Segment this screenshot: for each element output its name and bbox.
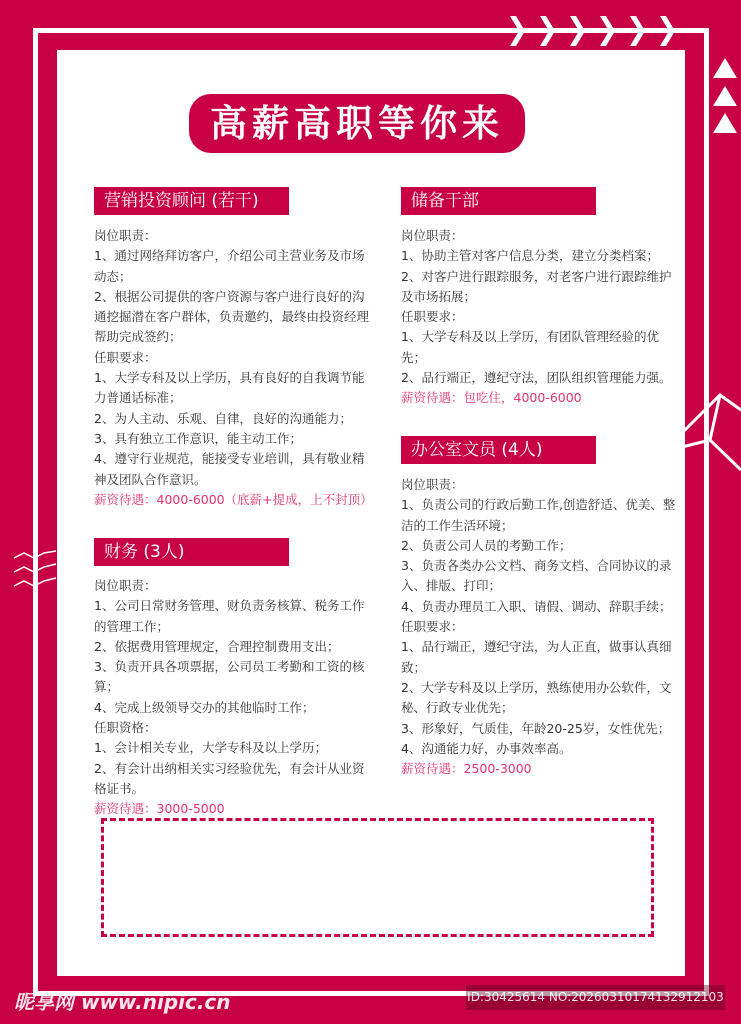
job-body-clerk bbox=[401, 475, 677, 779]
duty-label: 岗位职责： bbox=[94, 578, 157, 593]
duty-item: 1、负责公司的行政后勤工作,创造舒适、优美、整洁的工作生活环境； bbox=[401, 497, 676, 533]
job-header-clerk: 办公室文员 (4人) bbox=[401, 436, 596, 464]
geometric-line-decoration-icon bbox=[680, 385, 741, 480]
req-item: 3、形象好，气质佳，年龄20-25岁，女性优先； bbox=[401, 720, 671, 736]
watermark-site: 昵享网 www.nipic.cn bbox=[14, 990, 231, 1014]
job-header-marketing: 营销投资顾问 (若干) bbox=[94, 187, 289, 215]
duty-item: 3、负责开具各项票据，公司员工考勤和工资的核算； bbox=[94, 659, 365, 695]
watermark-id: ID:30425614 NO:20260310174132912103 bbox=[466, 985, 725, 1010]
salary: 薪资待遇：3000-5000 bbox=[94, 801, 225, 817]
duty-item: 2、根据公司提供的客户资源与客户进行良好的沟通挖掘潜在客户群体，负责邀约，最终由投资经理帮助完成签约； bbox=[94, 288, 370, 345]
duty-item: 4、负责办理员工入职、请假、调动、辞职手续； bbox=[401, 598, 672, 614]
req-item: 1、会计相关专业，大学专科及以上学历； bbox=[94, 740, 327, 756]
req-label: 任职要求： bbox=[94, 349, 157, 365]
job-header-reserve: 储备干部 bbox=[401, 187, 596, 215]
req-item: 2、品行端正，遵纪守法，团队组织管理能力强。 bbox=[401, 370, 672, 386]
duty-label: 岗位职责： bbox=[94, 228, 157, 243]
page-title: 高薪高职等你来 bbox=[189, 94, 525, 153]
duty-item: 3、负责各类办公文档、商务文档、合同协议的录入、排版、打印； bbox=[401, 558, 672, 594]
req-item: 2、为人主动、乐观、自律，良好的沟通能力； bbox=[94, 410, 352, 426]
job-body-marketing bbox=[94, 226, 373, 510]
duty-item: 1、通过网络拜访客户，介绍公司主营业务及市场动态； bbox=[94, 248, 365, 284]
contact-placeholder-box bbox=[101, 818, 654, 937]
req-label: 任职资格： bbox=[94, 720, 157, 736]
req-item: 4、沟通能力好，办事效率高。 bbox=[401, 740, 572, 756]
zigzag-decoration-icon bbox=[12, 548, 60, 592]
req-item: 1、品行端正，遵纪守法，为人正直，做事认真细致； bbox=[401, 639, 672, 675]
req-item: 2、大学专科及以上学历，熟练使用办公软件，文秘、行政专业优先； bbox=[401, 679, 672, 716]
duty-label: 岗位职责： bbox=[401, 477, 464, 492]
duty-item: 2、依据费用管理规定，合理控制费用支出； bbox=[94, 638, 340, 654]
duty-item: 4、完成上级领导交办的其他临时工作； bbox=[94, 699, 315, 715]
job-body-finance bbox=[94, 576, 370, 820]
chevron-decoration-icon bbox=[505, 14, 685, 48]
salary: 薪资待遇：2500-3000 bbox=[401, 761, 532, 777]
duty-item: 2、对客户进行跟踪服务，对老客户进行跟踪维护及市场拓展； bbox=[401, 268, 672, 304]
salary: 薪资待遇：4000-6000（底薪+提成，上不封顶） bbox=[94, 491, 373, 507]
salary: 薪资待遇：包吃住，4000-6000 bbox=[401, 390, 582, 406]
duty-item: 1、公司日常财务管理、财负责务核算、税务工作的管理工作； bbox=[94, 598, 365, 634]
job-body-reserve bbox=[401, 226, 677, 409]
req-label: 任职要求： bbox=[401, 619, 464, 635]
req-item: 2、有会计出纳相关实习经验优先，有会计从业资格证书。 bbox=[94, 760, 365, 796]
duty-item: 1、协助主管对客户信息分类，建立分类档案； bbox=[401, 248, 659, 264]
job-header-finance: 财务 (3人) bbox=[94, 538, 289, 566]
req-item: 1、大学专科及以上学历，具有良好的自我调节能力普通话标准； bbox=[94, 370, 365, 406]
req-item: 1、大学专科及以上学历，有团队管理经验的优先； bbox=[401, 329, 659, 365]
duty-item: 2、负责公司人员的考勤工作； bbox=[401, 537, 572, 553]
duty-label: 岗位职责： bbox=[401, 228, 464, 243]
triangle-decoration-icon bbox=[712, 56, 738, 136]
req-item: 3、具有独立工作意识，能主动工作； bbox=[94, 430, 302, 446]
req-label: 任职要求： bbox=[401, 309, 464, 325]
req-item: 4、遵守行业规范，能接受专业培训，具有敬业精神及团队合作意识。 bbox=[94, 451, 365, 487]
